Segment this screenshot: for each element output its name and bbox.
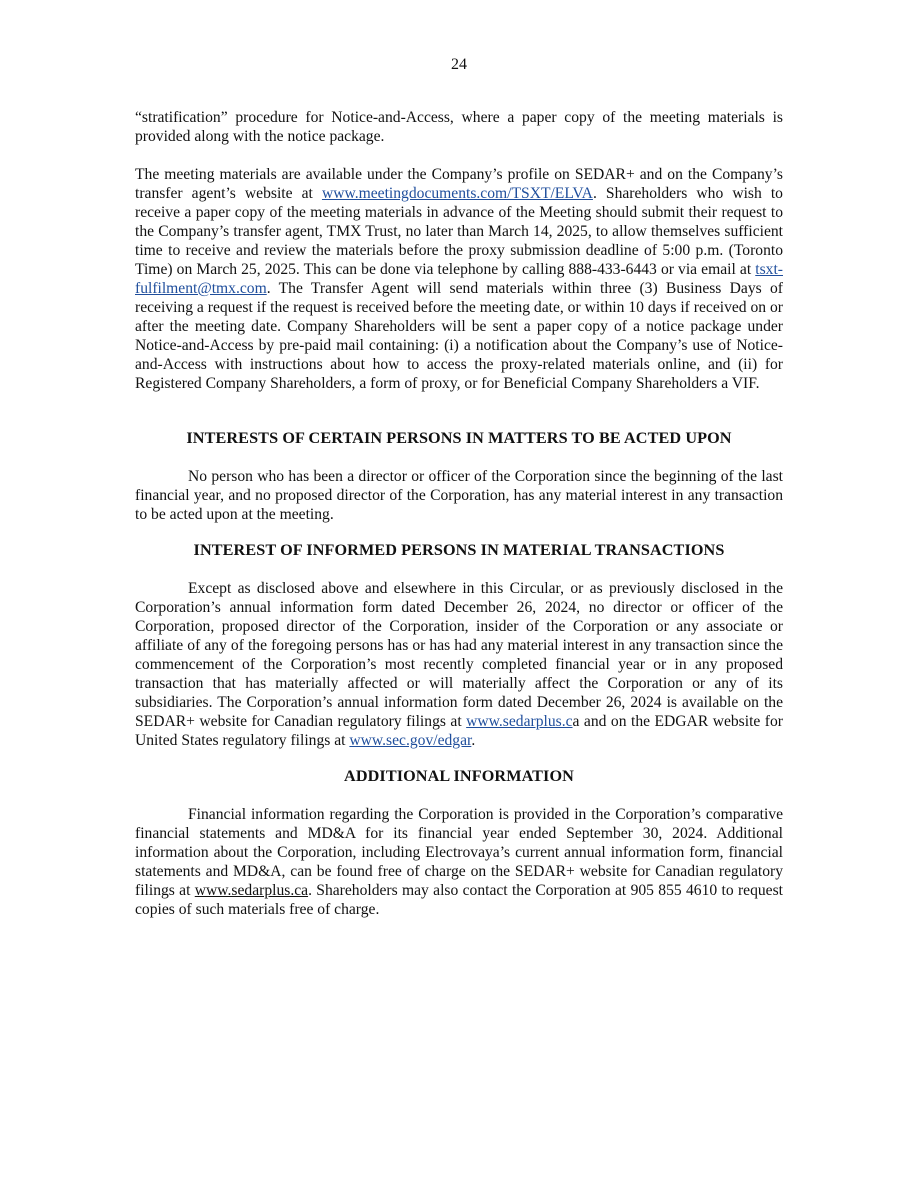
sedarplus-url: www.sedarplus.ca <box>194 882 309 899</box>
document-body <box>135 108 783 919</box>
additional-text-1: Financial information regarding the Corporation is provided in the Corporation’s comparative financial statements and MD&A for its financial year ended September 30, 2024. Additional information about the Corporation, including Electrovaya’s current annual information form, financial statements and MD&A, can be found free of charge on the SEDAR+ website for Canadian regulatory filings at <box>135 806 783 899</box>
sec-edgar-link[interactable]: www.sec.gov/edgar <box>349 732 472 749</box>
meeting-materials-paragraph <box>135 165 783 393</box>
additional-information-paragraph <box>135 805 783 919</box>
informed-persons-text-2: a and on the EDGAR website for United States regulatory filings at <box>135 713 783 749</box>
meeting-materials-text-3: . The Transfer Agent will send materials within three (3) Business Days of receiving a request if the request is received before the meeting date, or within 10 days if received on or after the meeting date. Company Shareholders will be sent a paper copy of a notice package under Notice-and-Access by pre-paid mail containing: (i) a notification about the Company’s use of Notice-and-Access with instructions about how to access the proxy-related materials online, and (ii) for Registered Company Shareholders, a form of proxy, or for Beneficial Company Shareholders a VIF. <box>135 280 783 392</box>
interests-paragraph: No person who has been a director or officer of the Corporation since the beginning of the last financial year, and no proposed director of the Corporation, has any material interest in any transaction to be acted upon at the meeting. <box>135 468 783 523</box>
meeting-materials-text-1: The meeting materials are available under the Company’s profile on SEDAR+ and on the Company’s transfer agent’s website at <box>135 166 783 202</box>
continuation-paragraph: “stratification” procedure for Notice-and-Access, where a paper copy of the meeting materials is provided along with the notice package. <box>135 109 783 145</box>
informed-persons-text-3: . <box>471 732 476 749</box>
fulfilment-email-link[interactable]: tsxt-fulfilment@tmx.com <box>135 261 783 297</box>
additional-information-heading: ADDITIONAL INFORMATION <box>344 767 574 785</box>
sedarplus-link[interactable]: www.sedarplus.c <box>466 713 573 730</box>
additional-text-2: . Shareholders may also contact the Corporation at 905 855 4610 to request copies of such materials free of charge. <box>135 882 783 918</box>
meeting-materials-text-2: . Shareholders who wish to receive a paper copy of the meeting materials in advance of the Meeting should submit their request to the Company’s transfer agent, TMX Trust, no later than March 14, 2025, to allow themselves sufficient time to receive and review the materials before the proxy submission deadline of 5:00 p.m. (Toronto Time) on March 25, 2025. This can be done via telephone by calling 888-433-6443 or via email at <box>135 185 783 278</box>
informed-persons-paragraph <box>135 579 783 750</box>
informed-persons-heading: INTEREST OF INFORMED PERSONS IN MATERIAL TRANSACTIONS <box>193 541 725 559</box>
interests-heading: INTERESTS OF CERTAIN PERSONS IN MATTERS TO BE ACTED UPON <box>186 429 732 447</box>
page-number: 24 <box>451 56 467 73</box>
meeting-documents-link[interactable]: www.meetingdocuments.com/TSXT/ELVA <box>321 185 593 202</box>
informed-persons-text-1: Except as disclosed above and elsewhere in this Circular, or as previously disclosed in the Corporation’s annual information form dated December 26, 2024, no director or officer of the Corporation, proposed director of the Corporation, insider of the Corporation or any associate or affiliate of any of the foregoing persons has or has had any material interest in any transaction since the commencement of the Corporation’s most recently completed financial year or in any proposed transaction that has materially affected or will materially affect the Corporation or any of its subsidiaries. The Corporation’s annual information form dated December 26, 2024 is available on the SEDAR+ website for Canadian regulatory filings at <box>135 580 783 730</box>
